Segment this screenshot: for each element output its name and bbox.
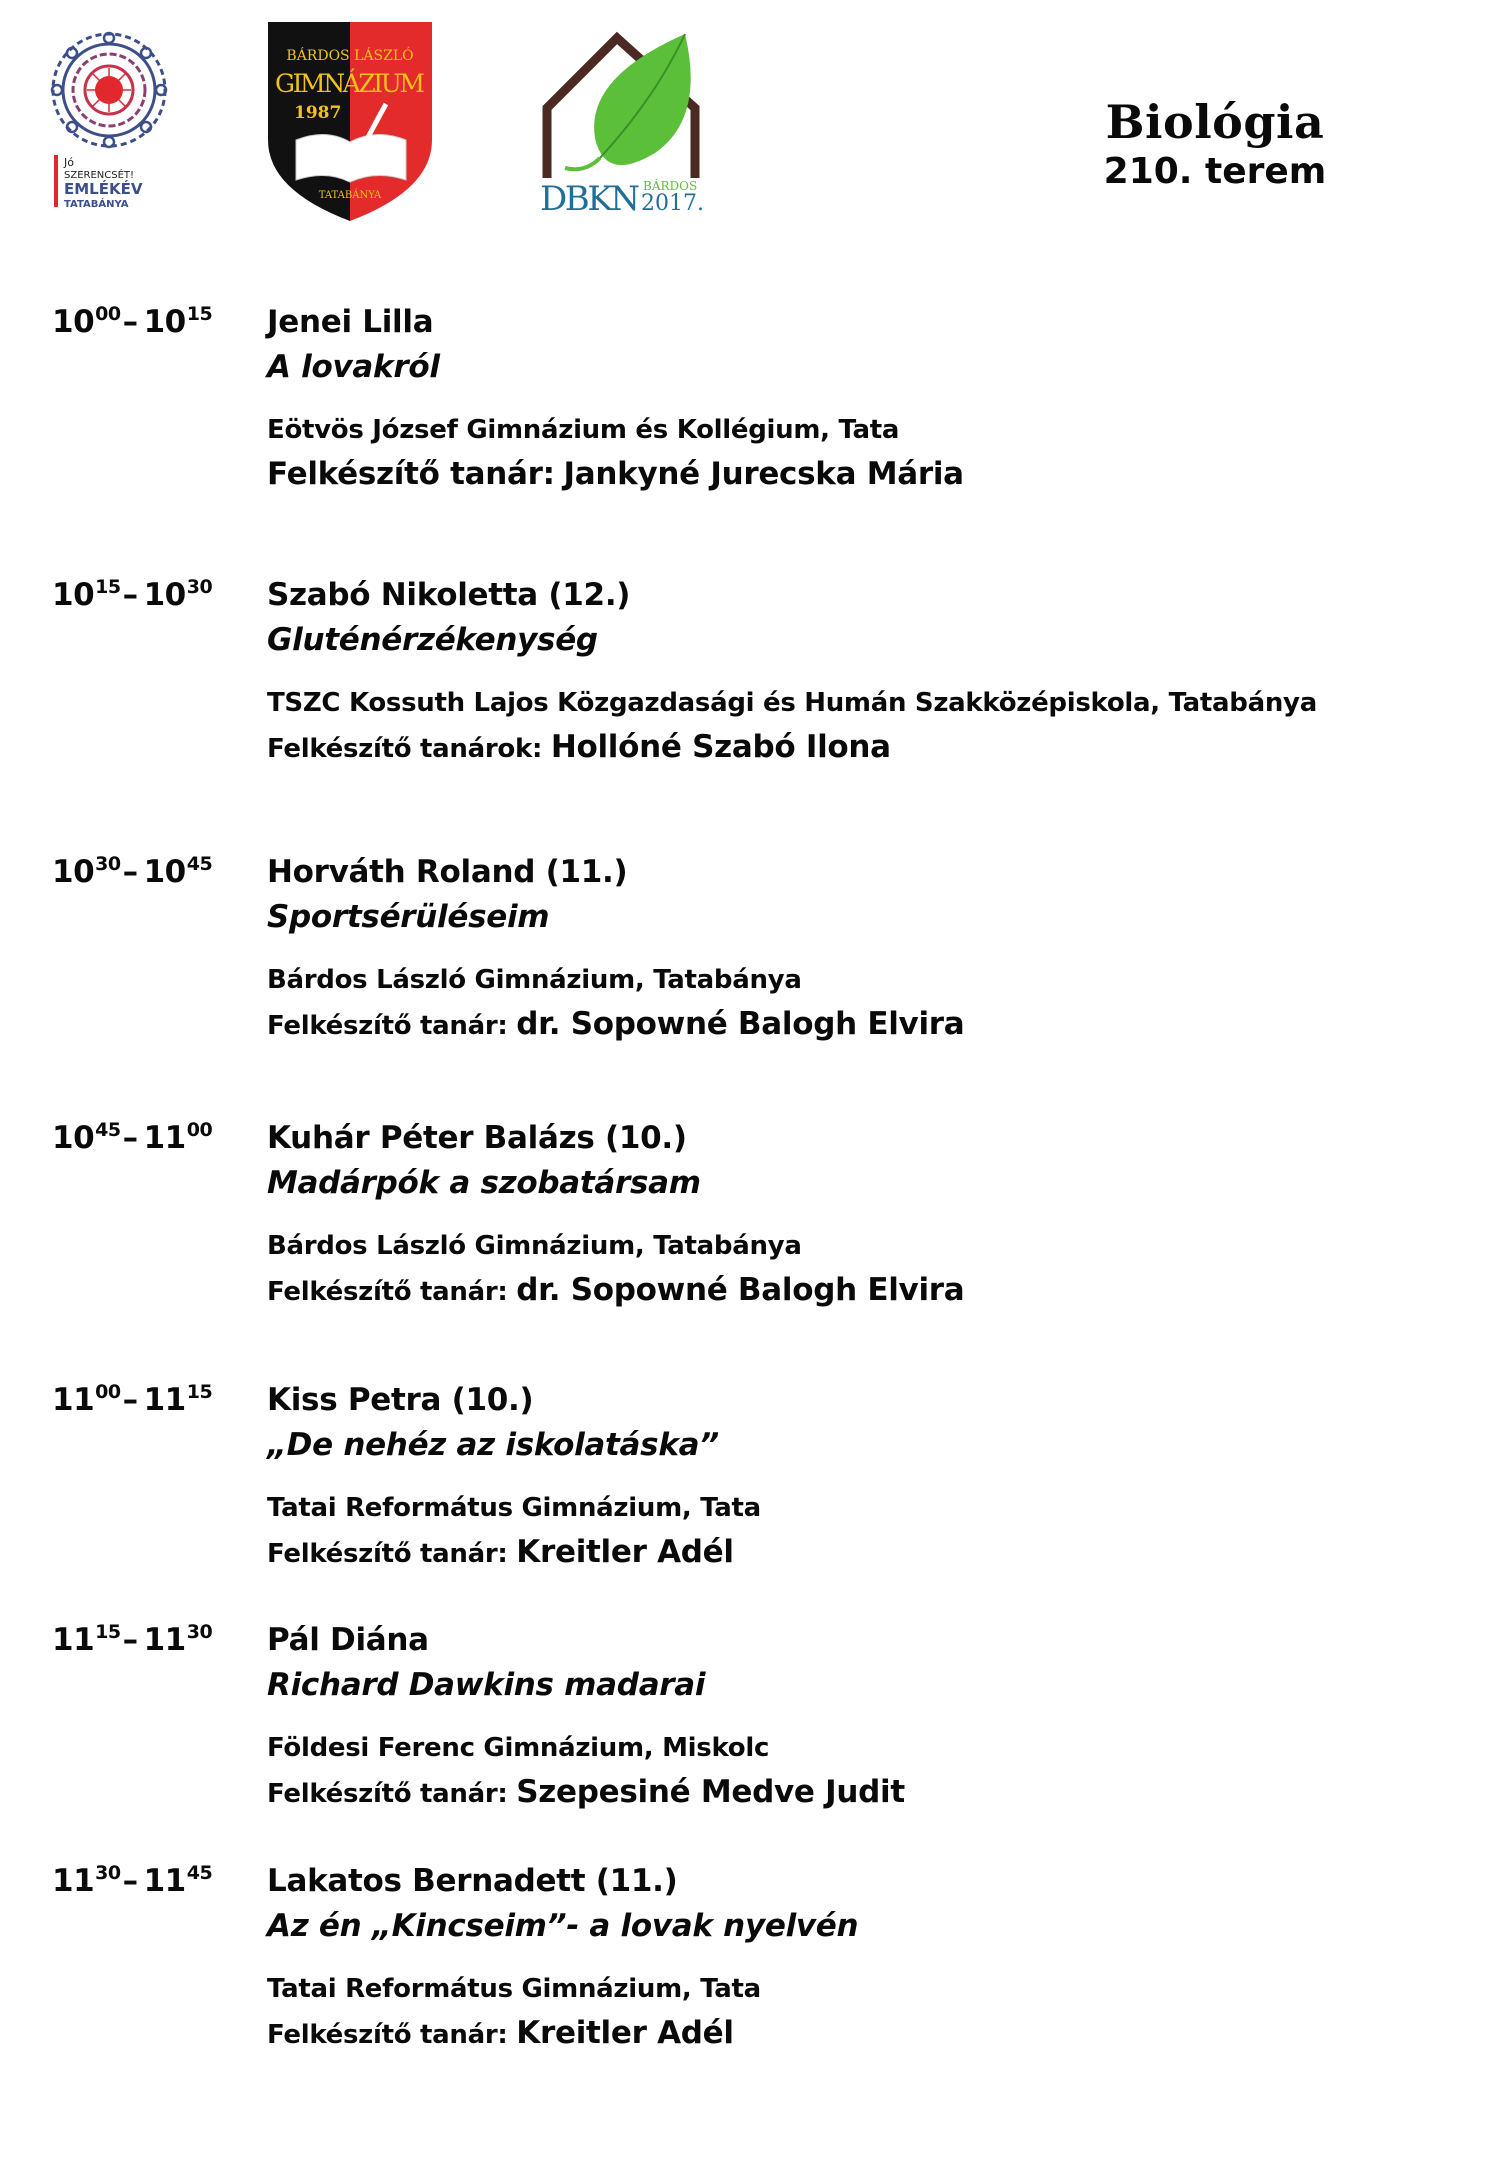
svg-text:Jó: Jó xyxy=(64,156,74,169)
time-slot: $10^{00}-$ $10^{15}$ xyxy=(52,303,213,340)
presentation-topic: Gluténérzékenység xyxy=(267,622,598,658)
time-slot: $11^{15}-$ $11^{30}$ xyxy=(52,1621,213,1658)
teacher-name: Kreitler Adél xyxy=(516,2015,734,2051)
teacher-line xyxy=(267,723,1317,773)
presentation-topic: Richard Dawkins madarai xyxy=(267,1667,706,1703)
time-slot: $10^{15}-$ $10^{30}$ xyxy=(52,576,213,613)
presentation-topic: Az én „Kincseim”- a lovak nyelvén xyxy=(267,1908,859,1944)
presenter-name: Szabó Nikoletta (12.) xyxy=(267,577,631,613)
svg-text:DBKN: DBKN xyxy=(540,179,640,216)
teacher-name: Jankyné Jurecska Mária xyxy=(563,456,964,492)
teacher-line xyxy=(267,1528,761,1578)
room-heading xyxy=(1090,96,1340,194)
teacher-line xyxy=(267,1000,964,1050)
teacher-line xyxy=(267,1768,905,1818)
svg-text:TATABÁNYA: TATABÁNYA xyxy=(318,190,382,201)
svg-text:EMLÉKÉV: EMLÉKÉV xyxy=(64,180,143,198)
school-name: Bárdos László Gimnázium, Tatabánya xyxy=(267,1231,802,1261)
teacher-name: Szepesiné Medve Judit xyxy=(516,1774,905,1810)
school-name: TSZC Kossuth Lajos Közgazdasági és Humán Szakközépiskola, Tatabánya xyxy=(267,688,1317,718)
shield-icon xyxy=(266,20,434,223)
subject-title: Biológia xyxy=(1105,95,1325,149)
svg-text:BÁRDOS LÁSZLÓ: BÁRDOS LÁSZLÓ xyxy=(286,48,414,64)
svg-text:SZERENCSÉT!: SZERENCSÉT! xyxy=(64,170,135,181)
presenter-name: Horváth Roland (11.) xyxy=(267,854,628,890)
emlekev-rosette-icon xyxy=(50,30,168,210)
presentation-topic: A lovakról xyxy=(267,349,440,385)
teacher-label: Felkészítő tanár: xyxy=(267,2020,508,2050)
bardos-gimnazium-shield-logo xyxy=(266,20,434,223)
time-slot: $11^{00}-$ $11^{15}$ xyxy=(52,1381,213,1418)
presenter-name: Lakatos Bernadett (11.) xyxy=(267,1863,678,1899)
presentation-topic: Madárpók a szobatársam xyxy=(267,1165,701,1201)
school-name: Eötvös József Gimnázium és Kollégium, Tata xyxy=(267,415,900,445)
time-slot: $10^{45}-$ $11^{00}$ xyxy=(52,1119,213,1156)
presentation-topic: „De nehéz az iskolatáska” xyxy=(267,1427,719,1463)
school-name: Tatai Református Gimnázium, Tata xyxy=(267,1974,761,2004)
teacher-label: Felkészítő tanár: xyxy=(267,1277,508,1307)
school-name: Bárdos László Gimnázium, Tatabánya xyxy=(267,965,802,995)
school-name: Földesi Ferenc Gimnázium, Miskolc xyxy=(267,1733,770,1763)
school-name: Tatai Református Gimnázium, Tata xyxy=(267,1493,761,1523)
teacher-label: Felkészítő tanár: xyxy=(267,1011,508,1041)
svg-text:1987: 1987 xyxy=(294,103,342,123)
teacher-name: dr. Sopowné Balogh Elvira xyxy=(516,1006,965,1042)
teacher-name: Kreitler Adél xyxy=(516,1534,734,1570)
teacher-label: Felkészítő tanár: xyxy=(267,456,555,492)
presenter-name: Kuhár Péter Balázs (10.) xyxy=(267,1120,687,1156)
dbkn-logo xyxy=(535,28,710,216)
time-slot: $10^{30}-$ $10^{45}$ xyxy=(52,853,213,890)
teacher-name: dr. Sopowné Balogh Elvira xyxy=(516,1272,965,1308)
svg-text:2017.: 2017. xyxy=(641,191,704,216)
svg-text:TATABÁNYA: TATABÁNYA xyxy=(64,199,129,210)
teacher-label: Felkészítő tanárok: xyxy=(267,734,543,764)
teacher-line xyxy=(267,1266,964,1316)
presenter-name: Pál Diána xyxy=(267,1622,429,1658)
teacher-label: Felkészítő tanár: xyxy=(267,1779,508,1809)
presenter-name: Jenei Lilla xyxy=(267,304,434,340)
teacher-name: Hollóné Szabó Ilona xyxy=(550,729,891,765)
time-slot: $11^{30}-$ $11^{45}$ xyxy=(52,1862,213,1899)
teacher-label: Felkészítő tanár: xyxy=(267,1539,508,1569)
presentation-topic: Sportsérüléseim xyxy=(267,899,550,935)
svg-text:GIMNÁZIUM: GIMNÁZIUM xyxy=(275,69,425,98)
svg-text:BÁRDOS: BÁRDOS xyxy=(643,179,698,193)
presenter-name: Kiss Petra (10.) xyxy=(267,1382,534,1418)
room-number: 210. terem xyxy=(1103,151,1327,192)
teacher-line xyxy=(267,450,964,500)
emlekev-logo xyxy=(50,30,168,210)
leaf-house-icon xyxy=(535,28,710,216)
teacher-line xyxy=(267,2009,858,2059)
